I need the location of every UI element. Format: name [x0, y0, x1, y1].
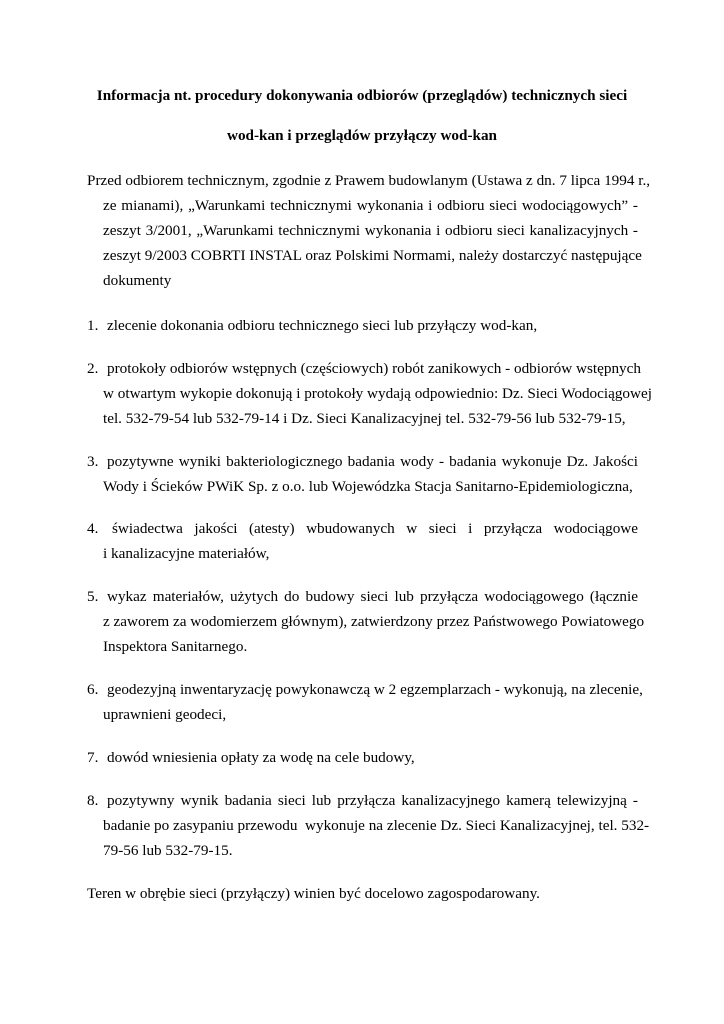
- intro-line: dokumenty: [103, 272, 172, 289]
- list-item-line: tel. 532-79-54 lub 532-79-14 i Dz. Sieci Kanalizacyjnej tel. 532-79-56 lub 532-79-15,: [103, 410, 626, 427]
- list-item-line: z zaworem za wodomierzem głównym), zatwierdzony przez Państwowego Powiatowego: [103, 613, 645, 630]
- list-item-line: zlecenie dokonania odbioru technicznego sieci lub przyłączy wod-kan,: [107, 317, 538, 334]
- list-item-number: 8.: [87, 792, 99, 809]
- intro-line: Przed odbiorem technicznym, zgodnie z Prawem budowlanym (Ustawa z dn. 7 lipca 1994 r.,: [87, 172, 651, 189]
- list-item-line: w otwartym wykopie dokonują i protokoły wydają odpowiednio: Dz. Sieci Wodociągowej: [103, 385, 652, 402]
- title-line-1: Informacja nt. procedury dokonywania odbiorów (przeglądów) technicznych sieci: [96, 87, 628, 104]
- list-item-line: świadectwa jakości (atesty) wbudowanych w sieci i przyłącza wodociągowe: [112, 520, 638, 537]
- intro-line: ze mianami), „Warunkami technicznymi wykonania i odbioru sieci wodociągowych” -: [103, 197, 638, 214]
- list-item-line: dowód wniesienia opłaty za wodę na cele budowy,: [107, 749, 415, 766]
- list-item-number: 4.: [87, 520, 99, 537]
- list-item-number: 3.: [87, 453, 99, 470]
- list-item-line: geodezyjną inwentaryzację powykonawczą w 2 egzemplarzach - wykonują, na zlecenie,: [107, 681, 643, 698]
- list-item-number: 6.: [87, 681, 99, 698]
- title-line-2: wod-kan i przeglądów przyłączy wod-kan: [226, 127, 497, 144]
- closing-paragraph: Teren w obrębie sieci (przyłączy) winien być docelowo zagospodarowany.: [87, 885, 540, 902]
- list-item-line: protokoły odbiorów wstępnych (częściowych) robót zanikowych - odbiorów wstępnych: [107, 360, 641, 377]
- list-item-line: Wody i Ścieków PWiK Sp. z o.o. lub Wojewódzka Stacja Sanitarno-Epidemiologiczna,: [103, 478, 633, 495]
- list-item-number: 2.: [87, 360, 99, 377]
- intro-line: zeszyt 9/2003 COBRTI INSTAL oraz Polskimi Normami, należy dostarczyć następujące: [103, 247, 642, 264]
- list-item-line: Inspektora Sanitarnego.: [103, 638, 248, 655]
- list-item-number: 7.: [87, 749, 99, 766]
- list-item-number: 5.: [87, 588, 99, 605]
- list-item-line: uprawnieni geodeci,: [103, 706, 227, 723]
- list-item-number: 1.: [87, 317, 99, 334]
- list-item-line: 79-56 lub 532-79-15.: [103, 842, 233, 859]
- list-item-line: wykaz materiałów, użytych do budowy sieci lub przyłącza wodociągowego (łącznie: [107, 588, 638, 605]
- intro-line: zeszyt 3/2001, „Warunkami technicznymi wykonania i odbioru sieci kanalizacyjnych -: [103, 222, 638, 239]
- list-item-line: pozytywny wynik badania sieci lub przyłącza kanalizacyjnego kamerą telewizyjną -: [107, 792, 638, 809]
- list-item-line: badanie po zasypaniu przewodu wykonuje na zlecenie Dz. Sieci Kanalizacyjnej, tel. 532-: [103, 817, 650, 834]
- list-item-line: i kanalizacyjne materiałów,: [103, 545, 270, 562]
- list-item-line: pozytywne wyniki bakteriologicznego badania wody - badania wykonuje Dz. Jakości: [107, 453, 638, 470]
